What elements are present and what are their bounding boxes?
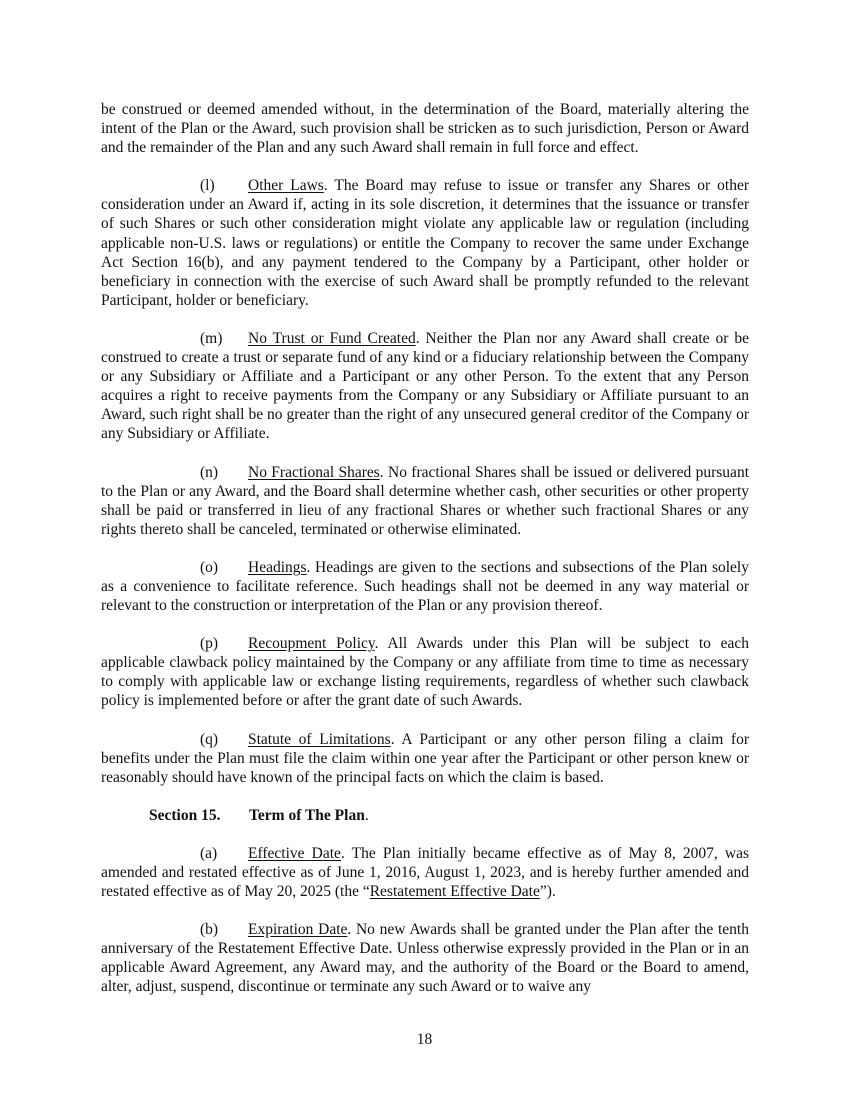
- subsection-body: . A Participant or any other person filing a claim for benefits under the Plan must file the claim within one year after the Participant or other person knew or reasonably should have known of the principal facts on which the claim is based.: [101, 730, 749, 786]
- subsection-body: . Headings are given to the sections and subsections of the Plan solely as a convenience to facilitate reference. Such headings shall not be deemed in any way material or relevant to the construction or interpretation of the Plan or any provision thereof.: [101, 558, 749, 615]
- subsection-body: . The Board may refuse to issue or transfer any Shares or other consideration under an Award if, acting in its sole discretion, it determines that the issuance or transfer of such Shares or such other consideration might violate any applicable law or regulation (including applicable non-U.S. laws or regulations) or entitle the Company to recover the same under Exchange Act Section 16(b), and any payment tendered to the Company by a Participant, other holder or beneficiary in connection with the exercise of such Award shall be promptly refunded to the relevant Participant, holder or beneficiary.: [101, 177, 749, 309]
- subsection-no-fractional-shares: [101, 463, 749, 539]
- subsection-recoupment-policy: [101, 634, 749, 710]
- subsection-other-laws: [101, 176, 749, 310]
- continuation-paragraph: be construed or deemed amended without, in the determination of the Board, materially altering the intent of the Plan or the Award, such provision shall be stricken as to such jurisdiction, Person or Award and the remainder of the Plan and any such Award shall remain in full force and effect.: [101, 101, 749, 157]
- subsection-body: . Neither the Plan nor any Award shall create or be construed to create a trust or separate fund of any kind or a fiduciary relationship between the Company or any Subsidiary or Affiliate and a Participant or any other Person. To the extent that any Person acquires a right to receive payments from the Company or any Subsidiary or Affiliate pursuant to an Award, such right shall be no greater than the right of any unsecured general creditor of the Company or any Subsidiary or Affiliate.: [101, 329, 749, 443]
- section-15-heading: [101, 806, 749, 825]
- subsection-body: . No new Awards shall be granted under the Plan after the tenth anniversary of the Restatement Effective Date. Unless otherwise expressly provided in the Plan or in an applicable Award Agreement, any Award may, and the authority of the Board or the Board to amend, alter, adjust, suspend, discontinue or terminate any such Award or to waive any: [101, 921, 749, 996]
- subsection-marker: (l): [200, 177, 215, 195]
- subsection-headings: [101, 558, 749, 615]
- defined-term: Restatement Effective Date: [369, 883, 540, 900]
- subsection-no-trust: [101, 329, 749, 444]
- subsection-title: Expiration Date: [248, 921, 348, 939]
- section-title-period: .: [364, 806, 369, 824]
- subsection-marker: (n): [200, 463, 219, 481]
- section-title: Term of The Plan: [249, 806, 365, 824]
- subsection-body: . No fractional Shares shall be issued or delivered pursuant to the Plan or any Award, and the Board shall determine whether cash, other securities or other property shall be paid or transferred in lieu of any fractional Shares or whether such fractional Shares or any rights thereto shall be canceled, terminated or otherwise eliminated.: [101, 463, 749, 538]
- subsection-marker: (m): [200, 329, 223, 347]
- subsection-marker: (p): [200, 635, 219, 653]
- subsection-marker: (b): [200, 921, 219, 939]
- subsection-body: . All Awards under this Plan will be subject to each applicable clawback policy maintained by the Company or any affiliate from time to time as necessary to comply with applicable law or exchange listing requirements, regardless of whether such clawback policy is implemented before or after the grant date of such Awards.: [101, 635, 749, 710]
- subsection-title: Headings: [248, 558, 307, 576]
- subsection-effective-date: [101, 844, 749, 901]
- subsection-marker: (a): [200, 844, 218, 862]
- subsection-statute-of-limitations: [101, 730, 749, 787]
- document-page: [101, 100, 749, 1015]
- subsection-title: Statute of Limitations: [248, 730, 391, 748]
- subsection-title: Effective Date: [248, 844, 341, 862]
- subsection-title: No Fractional Shares: [248, 463, 380, 481]
- subsection-body-end: ”).: [539, 883, 556, 900]
- subsection-marker: (o): [200, 558, 219, 576]
- page-number: 18: [416, 1031, 433, 1048]
- section-number: Section 15.: [149, 806, 221, 824]
- subsection-title: Recoupment Policy: [248, 635, 375, 653]
- subsection-title: No Trust or Fund Created: [248, 329, 416, 347]
- subsection-title: Other Laws: [248, 177, 324, 195]
- subsection-expiration-date: [101, 920, 749, 996]
- subsection-body: . The Plan initially became effective as of May 8, 2007, was amended and restated effective as of June 1, 2016, August 1, 2023, and is hereby further amended and restated effective as of May 20, 2025 (the “: [101, 844, 749, 900]
- subsection-marker: (q): [200, 730, 219, 748]
